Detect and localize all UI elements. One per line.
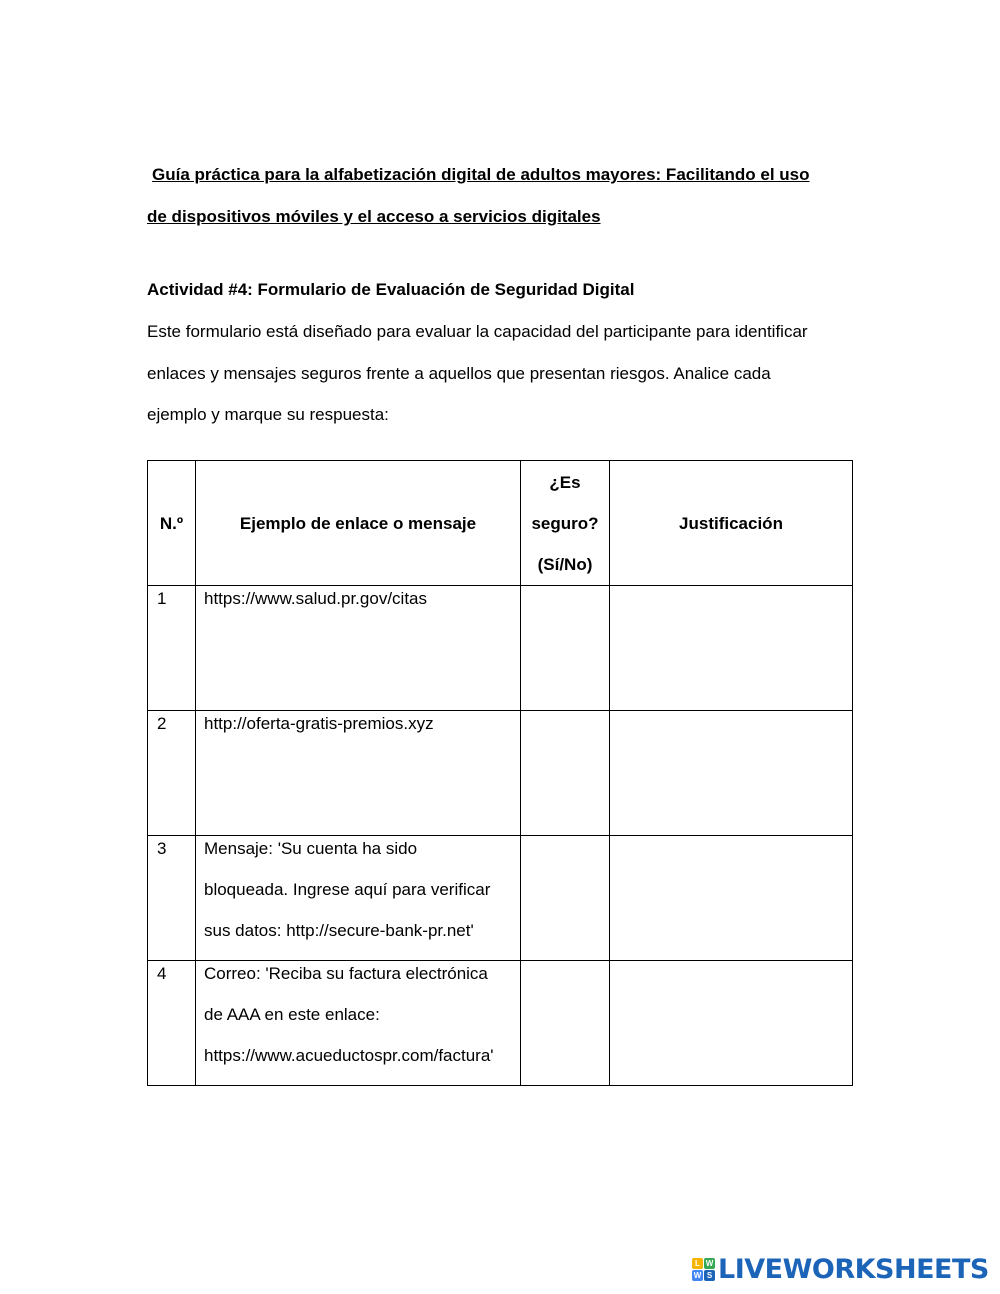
example-line: de AAA en este enlace: bbox=[204, 1005, 380, 1024]
document-title bbox=[147, 154, 857, 238]
example-line: https://www.acueductospr.com/factura' bbox=[204, 1046, 494, 1065]
example-line: Correo: 'Reciba su factura electrónica bbox=[204, 964, 488, 983]
row-example bbox=[196, 961, 521, 1086]
table-row bbox=[148, 586, 853, 711]
justification-cell[interactable] bbox=[610, 836, 853, 961]
logo-mark-tile: W bbox=[693, 1270, 702, 1280]
example-line: bloqueada. Ingrese aquí para verificar bbox=[204, 880, 491, 899]
row-number-text: 3 bbox=[157, 839, 167, 858]
instructions-line: Este formulario está diseñado para evaluar la capacidad del participante para identificar bbox=[147, 322, 808, 341]
activity-heading: Actividad #4: Formulario de Evaluación de Seguridad Digital bbox=[147, 280, 635, 299]
logo-mark-tile: L bbox=[692, 1258, 703, 1269]
safe-answer-cell[interactable] bbox=[521, 836, 610, 961]
example-line: https://www.salud.pr.gov/citas bbox=[204, 589, 427, 608]
row-example bbox=[196, 586, 521, 711]
example-line: Mensaje: 'Su cuenta ha sido bbox=[204, 839, 418, 858]
title-line-1: Guía práctica para la alfabetización digital de adultos mayores: Facilitando el uso bbox=[152, 165, 810, 184]
row-number-text: 1 bbox=[157, 589, 167, 608]
safe-answer-cell[interactable] bbox=[521, 586, 610, 711]
header-example: Ejemplo de enlace o mensaje bbox=[196, 461, 521, 586]
table-row bbox=[148, 711, 853, 836]
justification-cell[interactable] bbox=[610, 711, 853, 836]
logo-text: LIVEWORKSHEETS bbox=[718, 1253, 989, 1285]
header-safe-line: ¿Es bbox=[549, 472, 581, 492]
safe-answer-cell[interactable] bbox=[521, 711, 610, 836]
instructions-paragraph bbox=[147, 311, 857, 436]
row-number-text: 2 bbox=[157, 714, 167, 733]
header-safe bbox=[521, 461, 610, 586]
header-justification: Justificación bbox=[610, 461, 853, 586]
table-header-row bbox=[148, 461, 853, 586]
instructions-line: ejemplo y marque su respuesta: bbox=[147, 405, 389, 424]
liveworksheets-logo bbox=[692, 1252, 989, 1286]
row-number bbox=[148, 586, 196, 711]
row-number bbox=[148, 836, 196, 961]
example-line: sus datos: http://secure-bank-pr.net' bbox=[204, 921, 474, 940]
row-example bbox=[196, 836, 521, 961]
row-example bbox=[196, 711, 521, 836]
liveworksheets-logo-icon bbox=[692, 1258, 715, 1281]
table-row bbox=[148, 961, 853, 1086]
header-safe-line: seguro? bbox=[531, 513, 599, 533]
safe-answer-cell[interactable] bbox=[521, 961, 610, 1086]
logo-mark-tile: S bbox=[704, 1270, 715, 1281]
row-number bbox=[148, 961, 196, 1086]
row-number-text: 4 bbox=[157, 964, 167, 983]
header-num: N.º bbox=[148, 461, 196, 586]
example-line: http://oferta-gratis-premios.xyz bbox=[204, 714, 434, 733]
justification-cell[interactable] bbox=[610, 961, 853, 1086]
header-safe-line: (Sí/No) bbox=[537, 554, 593, 574]
evaluation-table bbox=[147, 460, 853, 1086]
table-row bbox=[148, 836, 853, 961]
instructions-line: enlaces y mensajes seguros frente a aquellos que presentan riesgos. Analice cada bbox=[147, 363, 771, 383]
justification-cell[interactable] bbox=[610, 586, 853, 711]
title-line-2: de dispositivos móviles y el acceso a servicios digitales bbox=[147, 207, 601, 226]
row-number bbox=[148, 711, 196, 836]
logo-mark-tile: W bbox=[705, 1258, 714, 1268]
